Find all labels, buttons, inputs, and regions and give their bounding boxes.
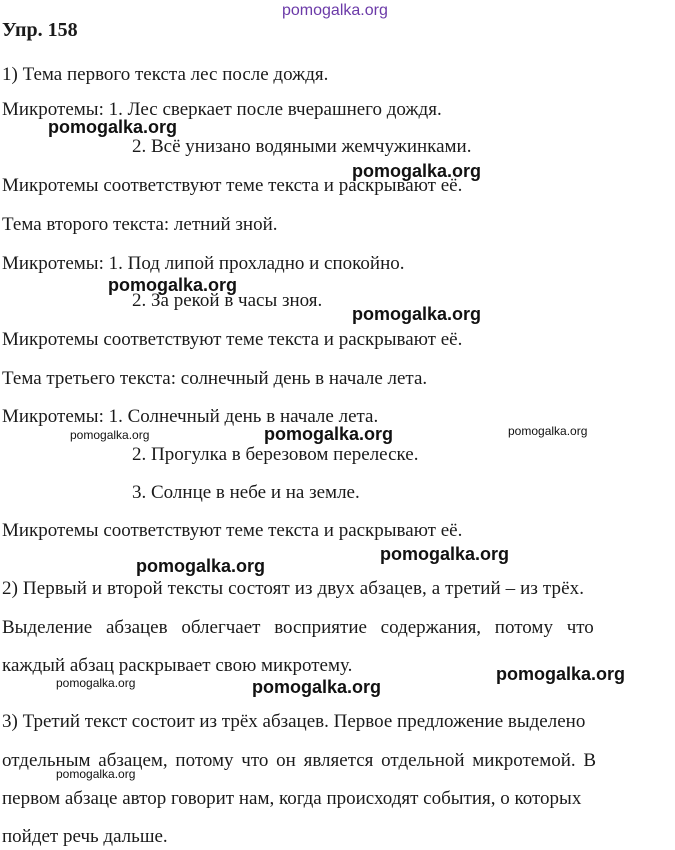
watermark: pomogalka.org	[48, 117, 178, 137]
text-line: Микротемы: 1. Солнечный день в начале лета.	[2, 406, 379, 427]
text-line: Микротемы соответствуют теме текста и раскрывают её.	[2, 175, 463, 196]
text-line: пойдет речь дальше.	[2, 826, 168, 847]
watermark: pomogalka.org	[352, 304, 482, 324]
watermark-top: pomogalka.org	[282, 2, 388, 19]
text-line: Тема второго текста: летний зной.	[2, 214, 278, 235]
text-line: 2. За рекой в часы зноя.	[132, 290, 323, 311]
watermark: pomogalka.org	[264, 424, 394, 444]
text-line: Микротемы: 1. Лес сверкает после вчерашнего дождя.	[2, 99, 442, 120]
exercise-title: Упр. 158	[2, 19, 78, 41]
watermark: pomogalka.org	[108, 275, 238, 295]
watermark: pomogalka.org	[496, 664, 626, 684]
text-line: Тема третьего текста: солнечный день в начале лета.	[2, 368, 428, 389]
text-line: Выделение абзацев облегчает восприятие содержания, потому что	[2, 617, 594, 638]
watermark: pomogalka.org	[352, 161, 482, 181]
watermark: pomogalka.org	[70, 428, 150, 442]
text-line: 1) Тема первого текста лес после дождя.	[2, 64, 329, 85]
text-line: Микротемы: 1. Под липой прохладно и спокойно.	[2, 253, 405, 274]
text-line: 3) Третий текст состоит из трёх абзацев. Первое предложение выделено	[2, 711, 586, 732]
watermark: pomogalka.org	[56, 676, 136, 690]
text-line: 3. Солнце в небе и на земле.	[132, 482, 360, 503]
text-line: каждый абзац раскрывает свою микротему.	[2, 655, 353, 676]
watermark: pomogalka.org	[136, 556, 266, 576]
watermark: pomogalka.org	[380, 544, 510, 564]
text-line: Микротемы соответствуют теме текста и раскрывают её.	[2, 520, 463, 541]
text-line: 2. Всё унизано водяными жемчужинками.	[132, 136, 472, 157]
watermark: pomogalka.org	[56, 767, 136, 781]
text-line: первом абзаце автор говорит нам, когда происходят события, о которых	[2, 788, 582, 809]
watermark: pomogalka.org	[508, 424, 588, 438]
text-line: Микротемы соответствуют теме текста и раскрывают её.	[2, 329, 463, 350]
text-line: 2. Прогулка в березовом перелеске.	[132, 444, 419, 465]
text-line: отдельным абзацем, потому что он является отдельной микротемой. В	[2, 750, 597, 771]
text-line: 2) Первый и второй тексты состоят из двух абзацев, а третий – из трёх.	[2, 578, 585, 599]
watermark: pomogalka.org	[252, 677, 382, 697]
